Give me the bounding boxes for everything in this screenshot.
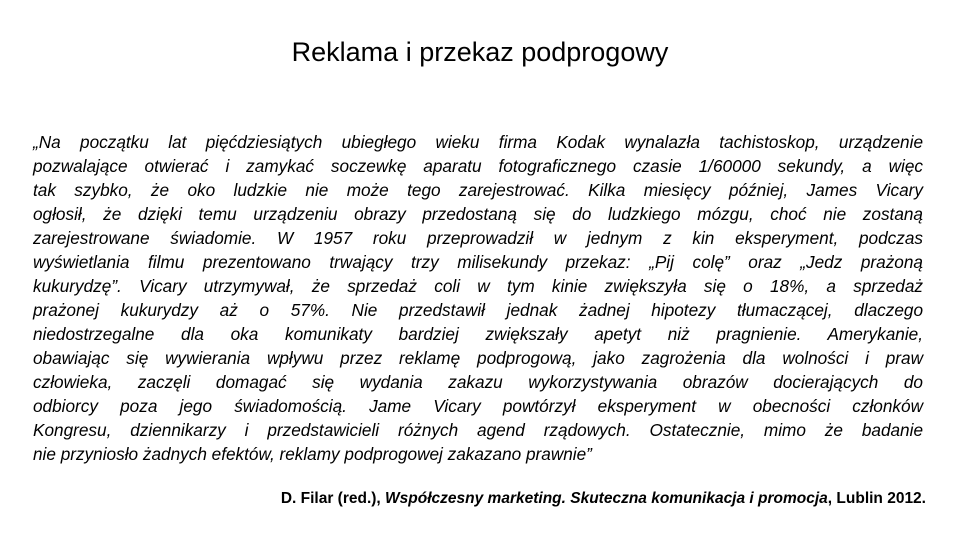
quote-line-14: nie przyniosło żadnych efektów, reklamy podprogowej zakazano prawnie” xyxy=(33,444,592,464)
slide-title: Reklama i przekaz podprogowy xyxy=(291,37,669,67)
quote-line-13: Kongresu, dziennikarzy i przedstawicieli różnych agend rządowych. Ostatecznie, mimo że badanie xyxy=(33,420,923,440)
quote-line-8: prażonej kukurydzy aż o 57%. Nie przedstawił jednak żadnej hipotezy tłumaczącej, dlaczego xyxy=(33,300,923,320)
quote-line-9: niedostrzegalne dla oka komunikaty bardziej zwiększały apetyt niż pragnienie. Amerykanie, xyxy=(33,324,923,344)
quote-line-6: wyświetlania filmu prezentowano trwający trzy milisekundy przekaz: „Pij colę” oraz „Jedz prażoną xyxy=(33,252,923,272)
citation-publisher: , Lublin 2012. xyxy=(827,490,926,507)
quote-line-7: kukurydzę”. Vicary utrzymywał, że sprzedaż coli w tym kinie zwiększyła się o 18%, a sprzedaż xyxy=(33,276,923,296)
citation xyxy=(281,488,926,510)
quote-line-11: człowieka, zaczęli domagać się wydania zakazu wykorzystywania obrazów docierających do xyxy=(33,372,923,392)
quote-line-12: odbiorcy poza jego świadomością. Jame Vicary powtórzył eksperyment w obecności członków xyxy=(33,396,923,416)
quote-line-3: tak szybko, że oko ludzkie nie może tego zarejestrować. Kilka miesięcy później, James Vicary xyxy=(33,180,923,200)
citation-book-title: Współczesny marketing. Skuteczna komunikacja i promocja xyxy=(385,490,828,507)
quote-line-2: pozwalające otwierać i zamykać soczewkę aparatu fotograficznego czasie 1/60000 sekundy, a więc xyxy=(33,156,923,176)
quote-text xyxy=(33,130,923,466)
citation-author: D. Filar (red.), xyxy=(280,490,386,507)
quote-line-10: obawiając się wywierania wpływu przez reklamę podprogową, jako zagrożenia dla wolności i praw xyxy=(33,348,923,368)
quote-line-1: „Na początku lat pięćdziesiątych ubiegłego wieku firma Kodak wynalazła tachistoskop, urządzenie xyxy=(33,132,923,152)
quote-line-5: zarejestrowane świadomie. W 1957 roku przeprowadził w jednym z kin eksperyment, podczas xyxy=(33,228,923,248)
quote-line-4: ogłosił, że dzięki temu urządzeniu obrazy przedostaną się do ludzkiego mózgu, choć nie zostaną xyxy=(33,204,923,224)
